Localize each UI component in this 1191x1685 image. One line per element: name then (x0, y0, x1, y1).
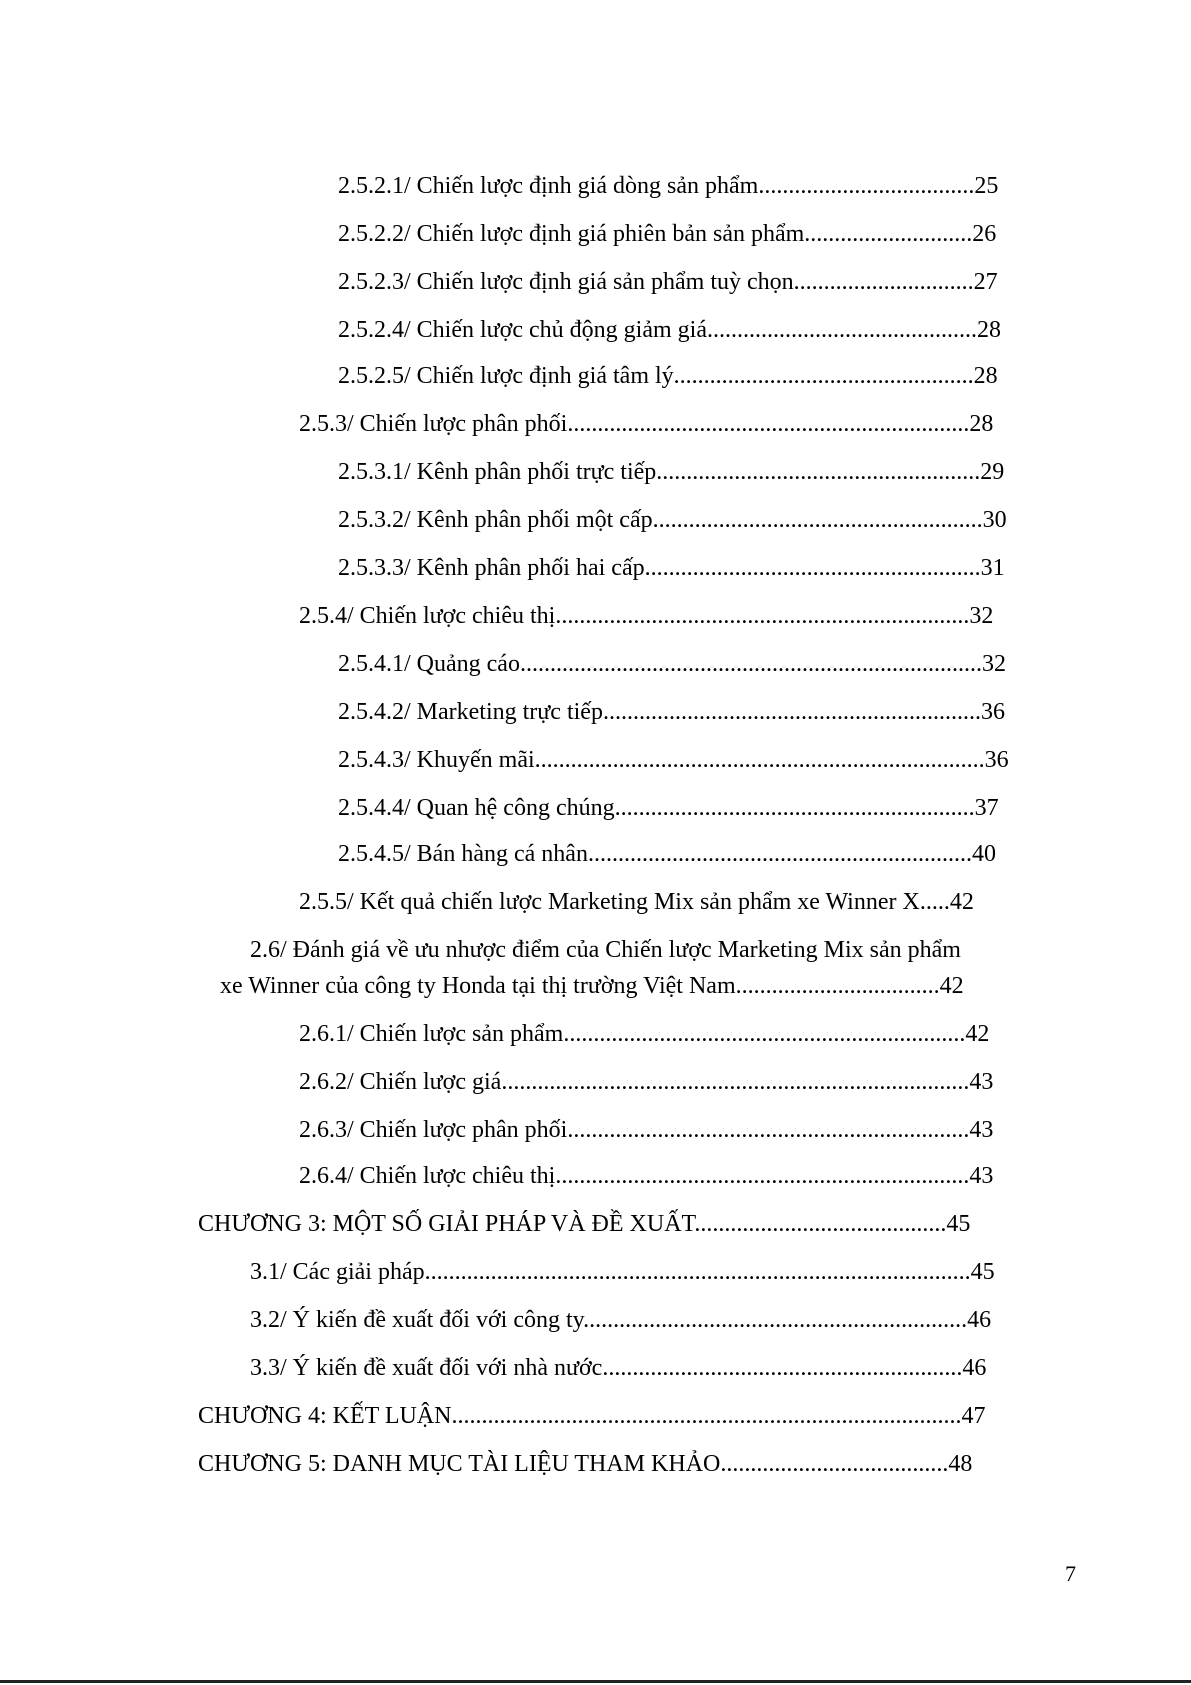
toc-entry-2-6-1: 2.6.1/ Chiến lược sản phẩm...................................................................42 (299, 1021, 990, 1047)
toc-entry-2-5-2-5: 2.5.2.5/ Chiến lược định giá tâm lý..................................................28 (338, 363, 998, 389)
toc-entry-2-5-4-2: 2.5.4.2/ Marketing trực tiếp...............................................................36 (338, 699, 1005, 725)
toc-entry-3-1: 3.1/ Các giải pháp...........................................................................................45 (250, 1259, 995, 1285)
toc-entry-2-5-4-4: 2.5.4.4/ Quan hệ công chúng............................................................37 (338, 795, 999, 821)
toc-entry-2-6-line1: 2.6/ Đánh giá về ưu nhược điểm của Chiến lược Marketing Mix sản phẩm (250, 937, 961, 963)
toc-entry-2-5-2-2: 2.5.2.2/ Chiến lược định giá phiên bản sản phẩm............................26 (338, 221, 997, 247)
toc-entry-2-5-3-2: 2.5.3.2/ Kênh phân phối một cấp.......................................................30 (338, 507, 1007, 533)
toc-entry-2-5-4-1: 2.5.4.1/ Quảng cáo.............................................................................32 (338, 651, 1006, 677)
toc-entry-2-5-3-1: 2.5.3.1/ Kênh phân phối trực tiếp......................................................29 (338, 459, 1005, 485)
toc-entry-2-6-4: 2.6.4/ Chiến lược chiêu thị.....................................................................43 (299, 1163, 994, 1189)
toc-entry-2-5-2-3: 2.5.2.3/ Chiến lược định giá sản phẩm tuỳ chọn..............................27 (338, 269, 998, 295)
bottom-divider (0, 1680, 1191, 1683)
toc-entry-2-5-4: 2.5.4/ Chiến lược chiêu thị.....................................................................32 (299, 603, 994, 629)
toc-entry-2-5-2-1: 2.5.2.1/ Chiến lược định giá dòng sản phẩm....................................25 (338, 173, 999, 199)
toc-entry-2-5-3: 2.5.3/ Chiến lược phân phối...................................................................28 (299, 411, 994, 437)
toc-entry-3-2: 3.2/ Ý kiến đề xuất đối với công ty................................................................46 (250, 1307, 992, 1333)
toc-entry-2-5-4-5: 2.5.4.5/ Bán hàng cá nhân................................................................40 (338, 841, 996, 867)
toc-entry-chapter-4: CHƯƠNG 4: KẾT LUẬN.....................................................................................47 (198, 1403, 986, 1429)
page-number: 7 (1065, 1561, 1076, 1586)
toc-entry-2-5-5: 2.5.5/ Kết quả chiến lược Marketing Mix sản phẩm xe Winner X.....42 (299, 889, 974, 915)
toc-entry-chapter-3: CHƯƠNG 3: MỘT SỐ GIẢI PHÁP VÀ ĐỀ XUẤT..........................................45 (198, 1211, 971, 1237)
toc-entry-2-6-line2: xe Winner của công ty Honda tại thị trường Việt Nam..................................42 (220, 973, 964, 999)
toc-entry-3-3: 3.3/ Ý kiến đề xuất đối với nhà nước............................................................46 (250, 1355, 987, 1381)
toc-entry-2-5-2-4: 2.5.2.4/ Chiến lược chủ động giảm giá.............................................28 (338, 317, 1001, 343)
toc-entry-chapter-5: CHƯƠNG 5: DANH MỤC TÀI LIỆU THAM KHẢO......................................48 (198, 1451, 973, 1477)
toc-entry-2-5-4-3: 2.5.4.3/ Khuyến mãi...........................................................................36 (338, 747, 1009, 773)
toc-entry-2-5-3-3: 2.5.3.3/ Kênh phân phối hai cấp........................................................31 (338, 555, 1005, 581)
toc-entry-2-6-2: 2.6.2/ Chiến lược giá..............................................................................43 (299, 1069, 994, 1095)
toc-entry-2-6-3: 2.6.3/ Chiến lược phân phối...................................................................43 (299, 1117, 994, 1143)
